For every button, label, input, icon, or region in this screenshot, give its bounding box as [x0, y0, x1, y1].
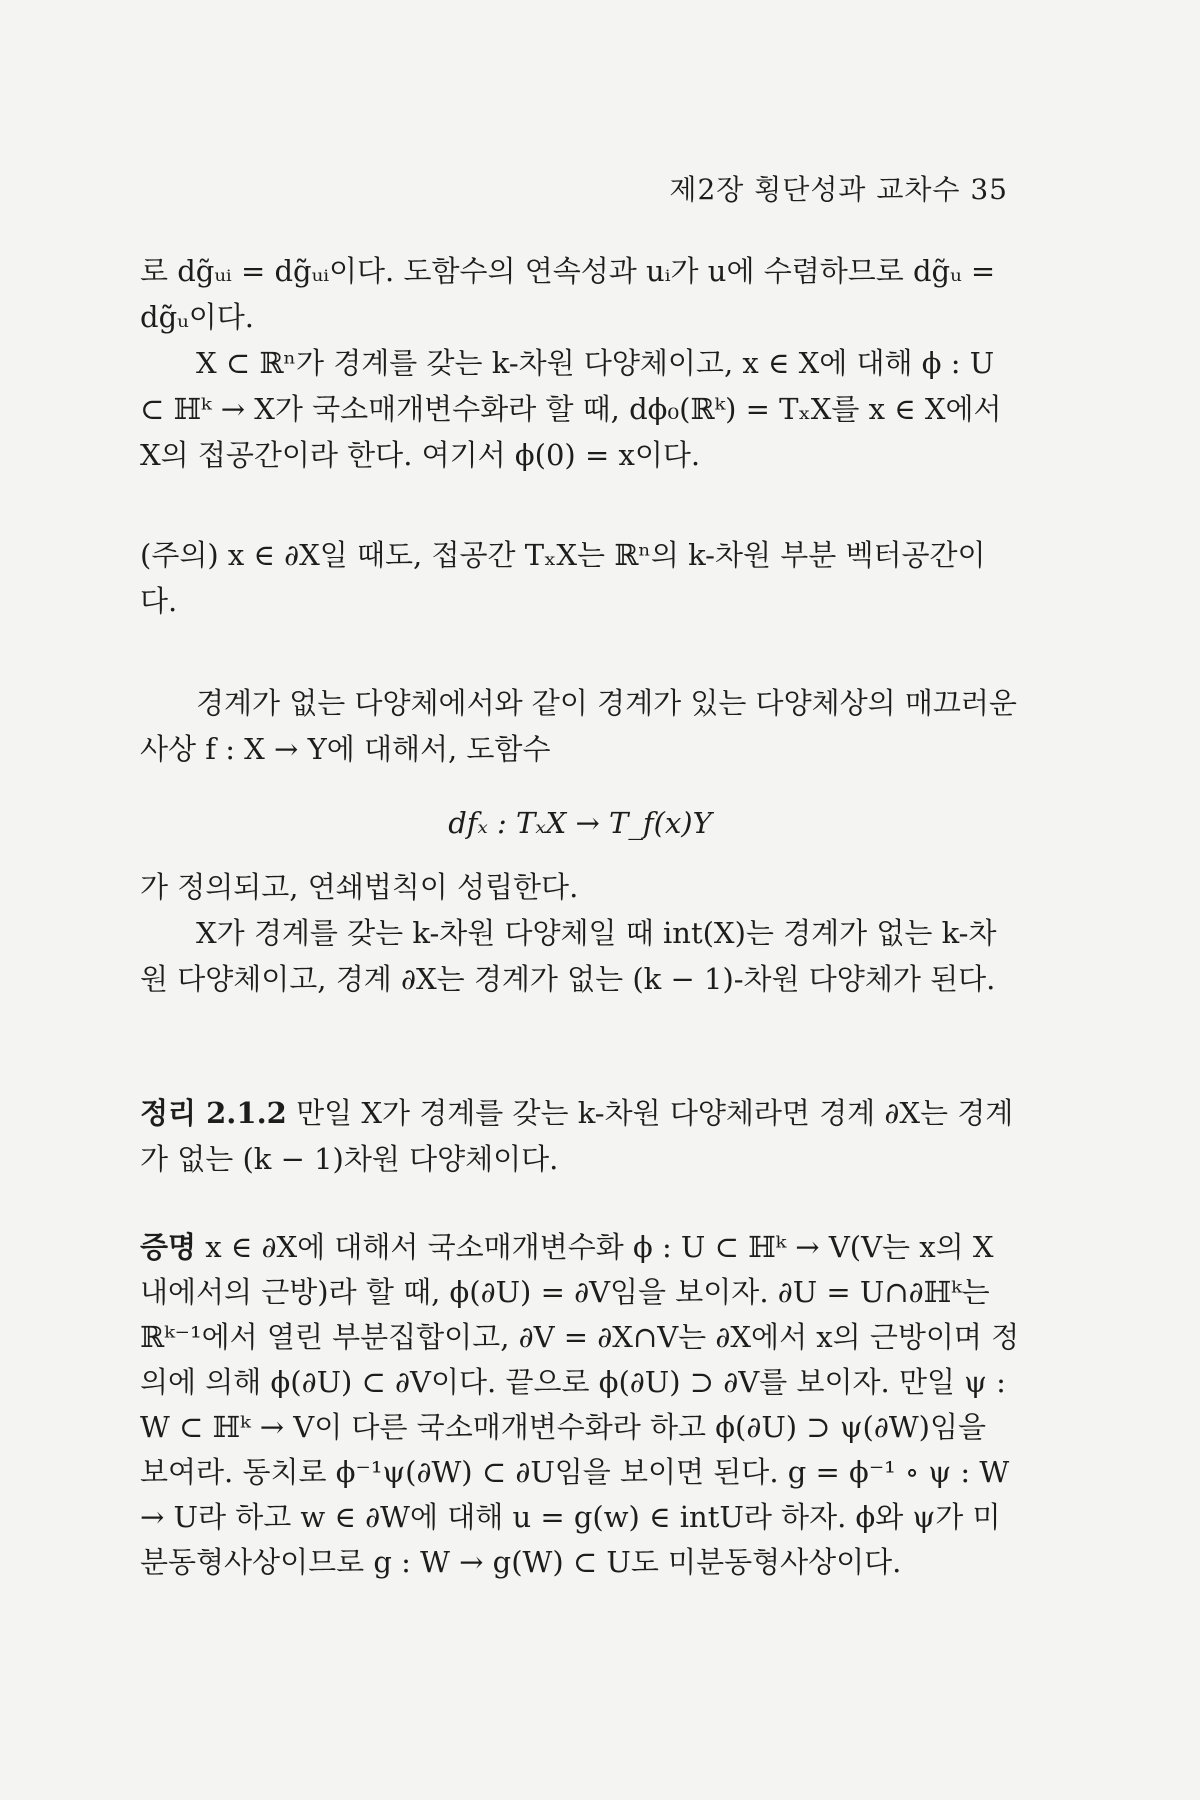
theorem-paragraph	[140, 1090, 1020, 1182]
proof-paragraph	[140, 1225, 1020, 1585]
paragraph-continuation	[140, 248, 1020, 478]
theorem-text: 만일 X가 경계를 갖는 k-차원 다양체라면 경계 ∂X는 경계가 없는 (k − 1)차원 다양체이다.	[140, 1096, 1014, 1176]
paragraph-interior-boundary: X가 경계를 갖는 k-차원 다양체일 때 int(X)는 경계가 없는 k-차원 다양체이고, 경계 ∂X는 경계가 없는 (k − 1)-차원 다양체가 된다.	[140, 916, 997, 996]
tangent-space-definition: X ⊂ ℝⁿ가 경계를 갖는 k-차원 다양체이고, x ∈ X에 대해 ϕ : U ⊂ ℍᵏ → X가 국소매개변수화라 할 때, dϕ₀(ℝᵏ) = TₓX를 x ∈ X에서 X의 접공간이라 한다. 여기서 ϕ(0) = x이다.	[140, 346, 1002, 472]
paragraph-smooth-map	[140, 680, 1020, 772]
display-equation	[140, 800, 1020, 846]
proof-text: x ∈ ∂X에 대해서 국소매개변수화 ϕ : U ⊂ ℍᵏ → V(V는 x의 X내에서의 근방)라 할 때, ϕ(∂U) = ∂V임을 보이자. ∂U = U∩∂ℍᵏ는 ℝᵏ⁻¹에서 열린 부분집합이고, ∂V = ∂X∩V는 ∂X에서 x의 근방이며 정의에 의해 ϕ(∂U) ⊂ ∂V이다. 끝으로 ϕ(∂U) ⊃ ∂V를 보이자. 만일 ψ : W ⊂ ℍᵏ → V이 다른 국소매개변수화라 하고 ϕ(∂U) ⊃ ψ(∂W)임을 보여라. 동치로 ϕ⁻¹ψ(∂W) ⊂ ∂U임을 보이면 된다. g = ϕ⁻¹ ∘ ψ : W → U라 하고 w ∈ ∂W에 대해 u = g(w) ∈ intU라 하자. ϕ와 ψ가 미분동형사상이므로 g : W → g(W) ⊂ U도 미분동형사상이다.	[140, 1230, 1020, 1579]
paragraph-text: 경계가 없는 다양체에서와 같이 경계가 있는 다양체상의 매끄러운 사상 f : X → Y에 대해서, 도함수	[140, 686, 1017, 766]
proof-label: 증명	[140, 1230, 197, 1264]
paragraph-chain-rule	[140, 864, 1020, 1002]
proof	[140, 1225, 1020, 1585]
remark	[140, 532, 1020, 624]
remark-text: (주의) x ∈ ∂X일 때도, 접공간 TₓX는 ℝⁿ의 k-차원 부분 벡터공간이다.	[140, 538, 986, 618]
paragraph-text: 로 dg̃ᵤᵢ = dg̃̃ᵤᵢ이다. 도함수의 연속성과 uᵢ가 u에 수렴하므로 dg̃ᵤ = dg̃̃ᵤ이다.	[140, 254, 996, 334]
theorem-label: 정리 2.1.2	[140, 1096, 287, 1130]
theorem	[140, 1090, 1020, 1182]
derivative-equation: dfₓ : TₓX → T_f(x)Y	[448, 806, 712, 840]
running-head: 제2장 횡단성과 교차수 35	[669, 173, 1008, 206]
paragraph-text: 가 정의되고, 연쇄법칙이 성립한다.	[140, 870, 579, 904]
